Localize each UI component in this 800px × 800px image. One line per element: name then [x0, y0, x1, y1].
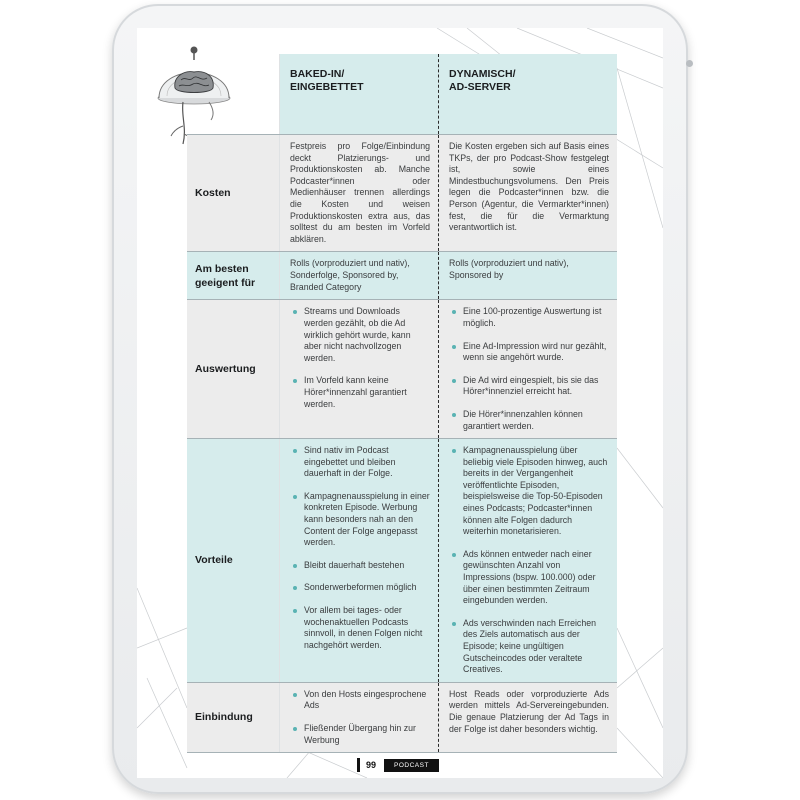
- list-item: Sonderwerbeformen möglich: [304, 582, 430, 594]
- page-footer: [357, 758, 439, 772]
- list-item: Eine 100-prozentige Auswertung ist möglich.: [463, 306, 609, 329]
- kosten-baked-in: Festpreis pro Folge/Einbindung deckt Platzierungs- und Produktionskosten ab. Manche Podcaster*innen oder Medienhäuser trennen allerdings die Kosten und weisen Produktionskosten extra aus, das solltest du am besten im Vorfeld abklären.: [279, 135, 438, 251]
- list-item: Vor allem bei tages- oder wochenaktuellen Podcasts sinnvoll, in denen Folgen nicht nachgehört werden.: [304, 605, 430, 651]
- vorteile-baked-in: [279, 439, 438, 682]
- column-header-dynamisch: DYNAMISCH/ AD-SERVER: [438, 54, 617, 134]
- kosten-dynamisch: Die Kosten ergeben sich auf Basis eines TKPs, der pro Podcast-Show festgelegt ist, sowie eines Mindestbuchungsvolumens. Den Preis legen die Podcaster*innen bzw. die Person (Agentur, die Vermarkter*innen) fest, die für die Vermarktung verantwortlich ist.: [438, 135, 617, 251]
- list-item: Von den Hosts eingesprochene Ads: [304, 689, 430, 712]
- list-item: Bleibt dauerhaft bestehen: [304, 560, 430, 572]
- geeignet-dynamisch: Rolls (vorproduziert und nativ), Sponsored by: [438, 252, 617, 299]
- table-row-einbindung: [187, 683, 617, 753]
- comparison-table: [187, 54, 617, 753]
- list-item: Im Vorfeld kann keine Hörer*innenzahl garantiert werden.: [304, 375, 430, 410]
- table-row-auswertung: [187, 300, 617, 439]
- list-item: Die Hörer*innenzahlen können garantiert werden.: [463, 409, 609, 432]
- list-item: Die Ad wird eingespielt, bis sie das Hörer*innenziel erreicht hat.: [463, 375, 609, 398]
- auswertung-dynamisch: [438, 300, 617, 438]
- geeignet-baked-in: Rolls (vorproduziert und nativ), Sonderfolge, Sponsored by, Branded Category: [279, 252, 438, 299]
- list-item: Sind nativ im Podcast eingebettet und bleiben dauerhaft in der Folge.: [304, 445, 430, 480]
- list-item: Streams und Downloads werden gezählt, ob die Ad wirklich gehört wurde, kann aber nicht nachvollzogen werden.: [304, 306, 430, 364]
- row-label-vorteile: Vorteile: [187, 439, 279, 682]
- einbindung-dynamisch: Host Reads oder vorproduzierte Ads werden mittels Ad-Servereingebunden. Die genaue Platzierung der Ad Tags in der Folge ist daher besonders wichtig.: [438, 683, 617, 752]
- table-row-vorteile: [187, 439, 617, 683]
- einbindung-baked-in: [279, 683, 438, 752]
- row-label-geeignet: Am besten geeigent für: [187, 252, 279, 299]
- list-item: Ads verschwinden nach Erreichen des Ziels automatisch aus der Episode; keine ungültigen Gutscheincodes oder veraltete Creatives.: [463, 618, 609, 676]
- row-label-kosten: Kosten: [187, 135, 279, 251]
- auswertung-baked-in: [279, 300, 438, 438]
- row-label-auswertung: Auswertung: [187, 300, 279, 438]
- table-row-geeignet: [187, 252, 617, 300]
- list-item: Kampagnenausspielung in einer konkreten Episode. Werbung kann besonders nah an den Content der Folge angepasst werden.: [304, 490, 430, 548]
- table-header-row: [187, 54, 617, 135]
- vorteile-dynamisch: [438, 439, 617, 682]
- header-spacer: [187, 54, 279, 134]
- list-item: Ads können entweder nach einer gewünschten Anzahl von Impressions (bspw. 100.000) oder über einen bestimmten Zeitraum eingebunden werden.: [463, 549, 609, 607]
- table-row-kosten: [187, 135, 617, 252]
- list-item: Kampagnenausspielung über beliebig viele Episoden hinweg, auch bereits in der Vergangenheit veröffentlichte Episoden, beispielsweise die Top-50-Episoden eines Podcasts; Podcaster*innen können alte Folgen dadurch weiterhin monetarisieren.: [463, 445, 608, 537]
- section-tag: PODCAST: [384, 759, 439, 772]
- column-header-baked-in: BAKED-IN/ EINGEBETTET: [279, 54, 438, 134]
- list-item: Fließender Übergang hin zur Werbung: [304, 723, 430, 746]
- row-label-einbindung: Einbindung: [187, 683, 279, 752]
- list-item: Eine Ad-Impression wird nur gezählt, wenn sie angehört wurde.: [463, 341, 609, 364]
- page-number: 99: [366, 760, 377, 770]
- camera-icon: [686, 60, 693, 67]
- footer-bar: [357, 758, 360, 772]
- page-screen: [137, 28, 663, 778]
